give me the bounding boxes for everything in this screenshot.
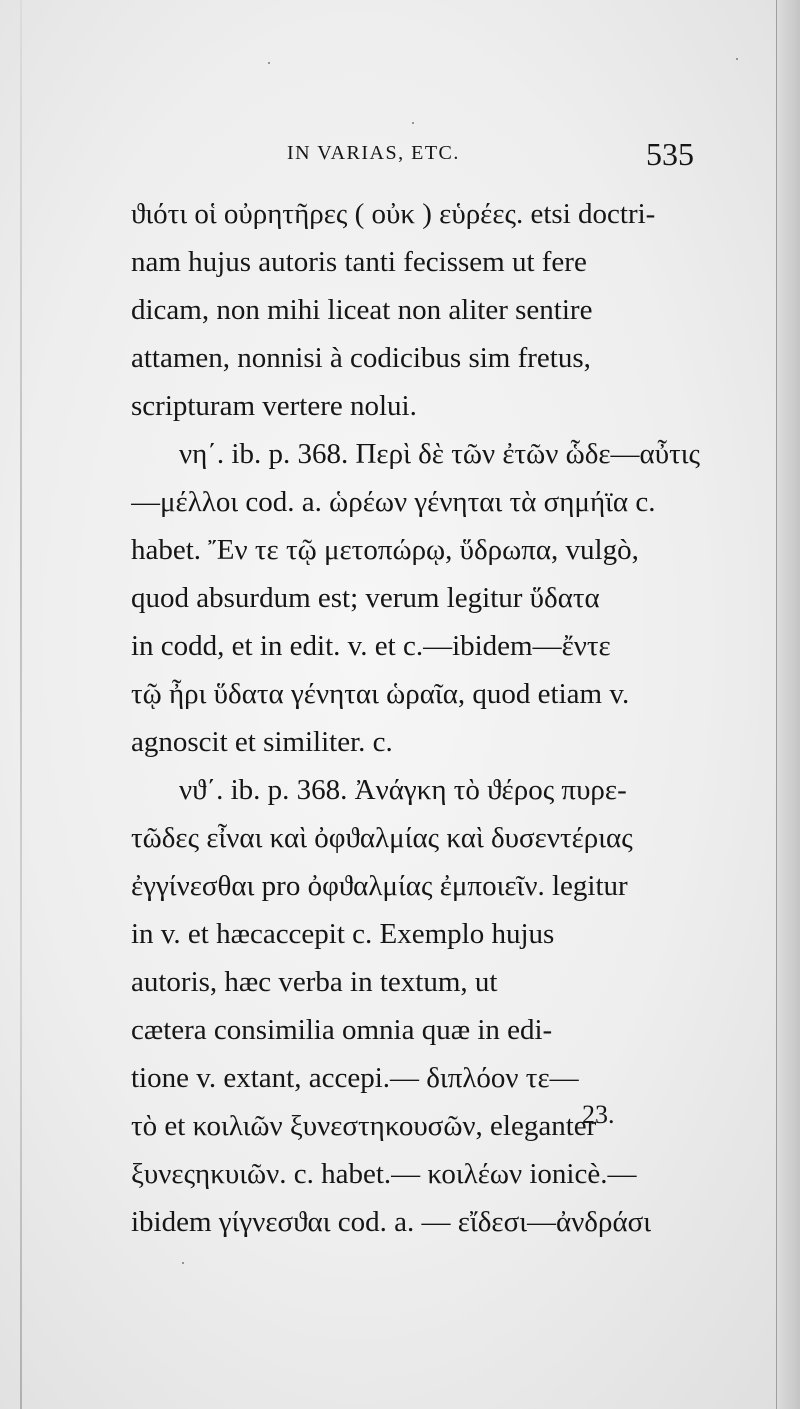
text-line: τῶδες εἶναι καὶ ὀφϑαλμίας καὶ δυσεντέριας <box>131 822 633 854</box>
text-line: in codd, et in edit. v. et c.—ibidem—ἔντε <box>131 630 611 662</box>
text-line: agnoscit et similiter. c. <box>131 726 393 758</box>
text-line: tione v. extant, accepi.— διπλόον τε— <box>131 1062 579 1094</box>
paper-speck <box>268 62 270 64</box>
page-number: 535 <box>646 136 694 172</box>
page-edge <box>777 0 800 1409</box>
text-line: ἐγγίνεσθαι pro ὀφϑαλμίας ἐμποιεῖν. legitur <box>131 870 628 902</box>
paper-speck <box>412 122 414 124</box>
text-line: νη΄. ib. p. 368. Περὶ δὲ τῶν ἐτῶν ὧδε—αὖτις <box>179 438 701 470</box>
text-line: ξυνεςηκυιῶν. c. habet.— κοιλέων ionicè.— <box>131 1158 637 1190</box>
text-line: quod absurdum est; verum legitur ὕδατα <box>131 582 600 614</box>
paper-speck <box>736 58 738 60</box>
text-line: τὸ et κοιλιῶν ξυνεστηκουσῶν, eleganter <box>131 1110 597 1142</box>
text-line: ϑιότι οἱ οὐρητῆρες ( οὐκ ) εὑρέες. etsi doctri- <box>131 198 656 230</box>
text-line: in v. et hæcaccepit c. Exemplo hujus <box>131 918 555 950</box>
text-line: habet. Ἔν τε τῷ μετοπώρῳ, ὕδρωπα, vulgò, <box>131 534 639 566</box>
body-text <box>131 190 709 1246</box>
running-head <box>140 136 700 180</box>
text-line: ibidem γίγνεσϑαι cod. a. — εἴδεσι—ἀνδράσι <box>131 1206 652 1238</box>
paper-speck <box>182 1262 184 1264</box>
text-line: dicam, non mihi liceat non aliter sentire <box>131 294 593 326</box>
text-line: nam hujus autoris tanti fecissem ut fere <box>131 246 587 278</box>
catchword: 23. <box>582 1100 615 1129</box>
text-line: —μέλλοι cod. a. ὡρέων γένηται τὰ σημήϊα c. <box>131 486 656 518</box>
text-line: νϑ΄. ib. p. 368. Ἀνάγκη τὸ ϑέρος πυρε- <box>179 774 627 806</box>
text-line: scripturam vertere nolui. <box>131 390 417 422</box>
text-line: τῷ ἦρι ὕδατα γένηται ὡραῖα, quod etiam v. <box>131 678 630 710</box>
running-title: IN VARIAS, ETC. <box>287 142 460 164</box>
page-gutter-shadow <box>20 0 22 1409</box>
text-line: autoris, hæc verba in textum, ut <box>131 966 498 998</box>
text-line: cætera consimilia omnia quæ in edi- <box>131 1014 553 1046</box>
text-line: attamen, nonnisi à codicibus sim fretus, <box>131 342 591 374</box>
